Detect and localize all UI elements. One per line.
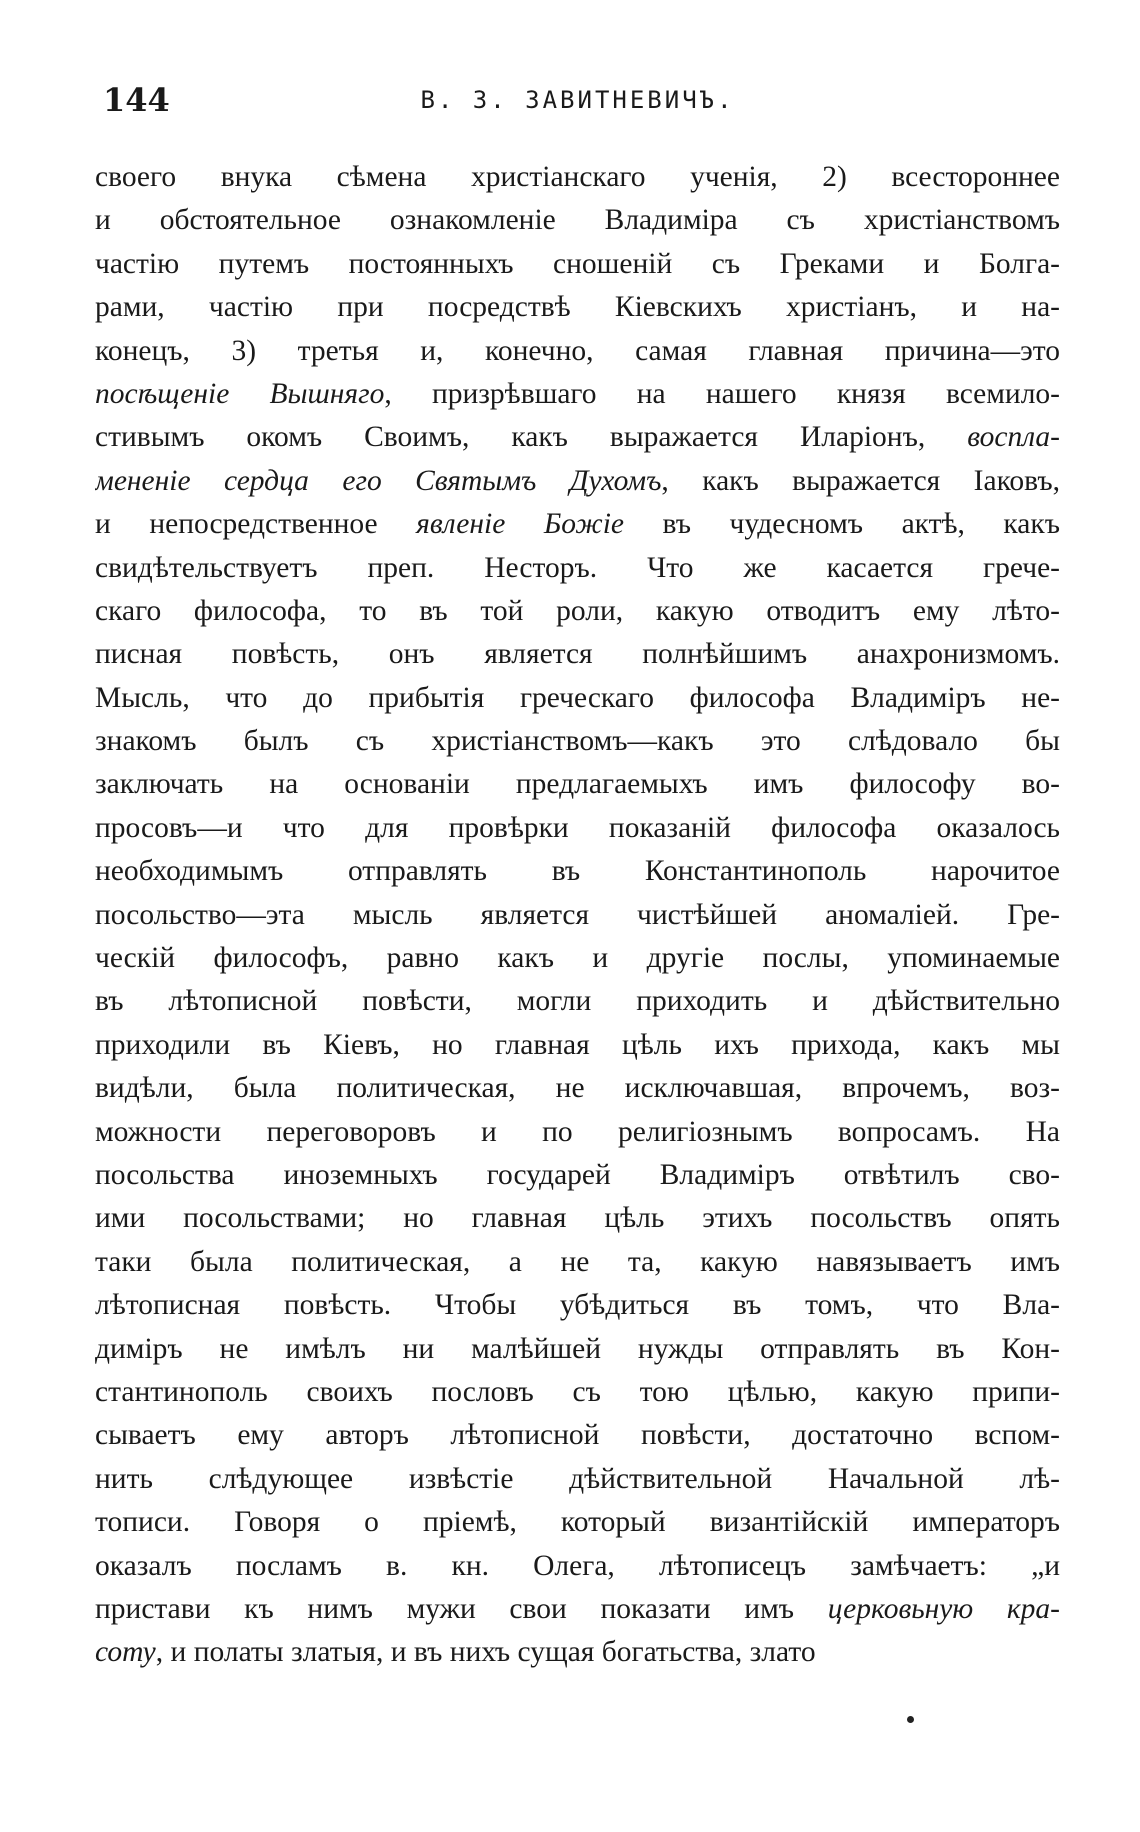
text-line (95, 590, 1060, 633)
text-line (95, 1328, 1060, 1371)
text-line (95, 503, 1060, 546)
text-segment: конецъ, 3) третья и, конечно, самая главная причина—это (95, 334, 1060, 367)
text-segment: приходили въ Кіевъ, но главная цѣль ихъ прихода, какъ мы (95, 1028, 1060, 1061)
text-segment: скаго философа, то въ той роли, какую отводитъ ему лѣто- (95, 594, 1060, 627)
text-line (95, 1371, 1060, 1414)
text-line (95, 330, 1060, 373)
italic-text: явленіе Божіе (416, 508, 624, 541)
text-segment: въ лѣтописной повѣсти, могли приходить и дѣйствительно (95, 985, 1060, 1018)
text-segment: и непосредственное (95, 508, 417, 541)
running-title: В. З. ЗАВИТНЕВИЧЪ. (420, 86, 735, 114)
text-segment: диміръ не имѣлъ ни малѣйшей нужды отправлять въ Кон- (95, 1332, 1060, 1365)
text-line (95, 1458, 1060, 1501)
text-segment: частію путемъ постоянныхъ сношеній съ Греками и Болга- (95, 247, 1060, 280)
text-segment: сываетъ ему авторъ лѣтописной повѣсти, достаточно вспом- (95, 1419, 1060, 1452)
text-line (95, 677, 1060, 720)
text-line (95, 937, 1060, 980)
text-segment: рами, частію при посредствѣ Кіевскихъ христіанъ, и на- (95, 291, 1060, 324)
text-segment: и обстоятельное ознакомленіе Владиміра съ христіанствомъ (95, 204, 1060, 237)
italic-text: мененіе сердца его Святымъ Духомъ (95, 464, 662, 497)
text-segment: заключать на основаніи предлагаемыхъ имъ философу во- (95, 768, 1060, 801)
text-line (95, 460, 1060, 503)
text-line (95, 1284, 1060, 1327)
text-line (95, 633, 1060, 676)
book-page (95, 0, 1060, 1832)
text-segment: лѣтописная повѣсть. Чтобы убѣдиться въ томъ, что Вла- (95, 1289, 1060, 1322)
text-line (95, 850, 1060, 893)
text-line (95, 1024, 1060, 1067)
text-segment: стивымъ окомъ Своимъ, какъ выражается Иларіонъ, (95, 421, 968, 454)
text-segment: , какъ выражается Іаковъ, (661, 464, 1060, 497)
body-text (95, 156, 1060, 1675)
text-segment: , призрѣвшаго на нашего князя всемило- (384, 377, 1060, 410)
italic-text: посѣщеніе Вышняго (95, 377, 385, 410)
text-segment: видѣли, была политическая, не исключавшая, впрочемъ, воз- (95, 1072, 1060, 1105)
text-segment: посольства иноземныхъ государей Владиміръ отвѣтилъ сво- (95, 1158, 1060, 1191)
text-line (95, 894, 1060, 937)
text-line (95, 156, 1060, 199)
text-line (95, 1545, 1060, 1588)
text-segment: оказалъ посламъ в. кн. Олега, лѣтописецъ замѣчаетъ: „и (95, 1549, 1060, 1582)
text-line (95, 373, 1060, 416)
text-line (95, 547, 1060, 590)
italic-text: церковьную кра- (827, 1592, 1060, 1625)
text-segment: необходимымъ отправлять въ Константинополь нарочитое (95, 855, 1060, 888)
text-line (95, 980, 1060, 1023)
text-segment: можности переговоровъ и по религіознымъ вопросамъ. На (95, 1115, 1060, 1148)
text-segment: пристави къ нимъ мужи свои показати имъ (95, 1592, 828, 1625)
text-segment: свидѣтельствуетъ преп. Несторъ. Что же касается грече- (95, 551, 1060, 584)
text-line (95, 1501, 1060, 1544)
text-line (95, 416, 1060, 459)
text-segment: Мысль, что до прибытія греческаго философа Владиміръ не- (95, 681, 1060, 714)
text-line (95, 1197, 1060, 1240)
text-segment: въ чудесномъ актѣ, какъ (623, 508, 1060, 541)
text-line (95, 1588, 1060, 1631)
italic-text: воспла- (967, 421, 1060, 454)
text-line (95, 199, 1060, 242)
text-line (95, 807, 1060, 850)
text-segment: просовъ—и что для провѣрки показаній философа оказалось (95, 811, 1060, 844)
running-head (95, 80, 1060, 120)
ink-dot (907, 1716, 914, 1723)
text-segment: ими посольствами; но главная цѣль этихъ посольствъ опять (95, 1202, 1060, 1235)
text-segment: знакомъ былъ съ христіанствомъ—какъ это слѣдовало бы (95, 725, 1060, 758)
text-line (95, 1067, 1060, 1110)
text-segment: нить слѣдующее извѣстіе дѣйствительной Начальной лѣ- (95, 1462, 1060, 1495)
text-line (95, 243, 1060, 286)
text-segment: , и полаты златыя, и въ нихъ сущая богатьства, злато (155, 1636, 816, 1669)
text-segment: своего внука сѣмена христіанскаго ученія, 2) всестороннее (95, 161, 1060, 193)
text-segment: стантинополь своихъ пословъ съ тою цѣлью, какую припи- (95, 1375, 1060, 1408)
text-line (95, 1241, 1060, 1284)
italic-text: соту (95, 1636, 156, 1669)
text-line (95, 1631, 1060, 1674)
text-line (95, 1154, 1060, 1197)
text-line (95, 763, 1060, 806)
page-number: 144 (103, 81, 170, 119)
text-segment: таки была политическая, а не та, какую навязываетъ имъ (95, 1245, 1060, 1278)
text-line (95, 720, 1060, 763)
text-line (95, 1414, 1060, 1457)
text-line (95, 1111, 1060, 1154)
text-segment: посольство—эта мысль является чистѣйшей аномаліей. Гре- (95, 898, 1060, 931)
text-segment: тописи. Говоря о пріемѣ, который византійскій императоръ (95, 1506, 1060, 1539)
text-line (95, 286, 1060, 329)
text-segment: писная повѣсть, онъ является полнѣйшимъ анахронизмомъ. (95, 638, 1060, 671)
text-segment: ческій философъ, равно какъ и другіе послы, упоминаемые (95, 942, 1060, 975)
